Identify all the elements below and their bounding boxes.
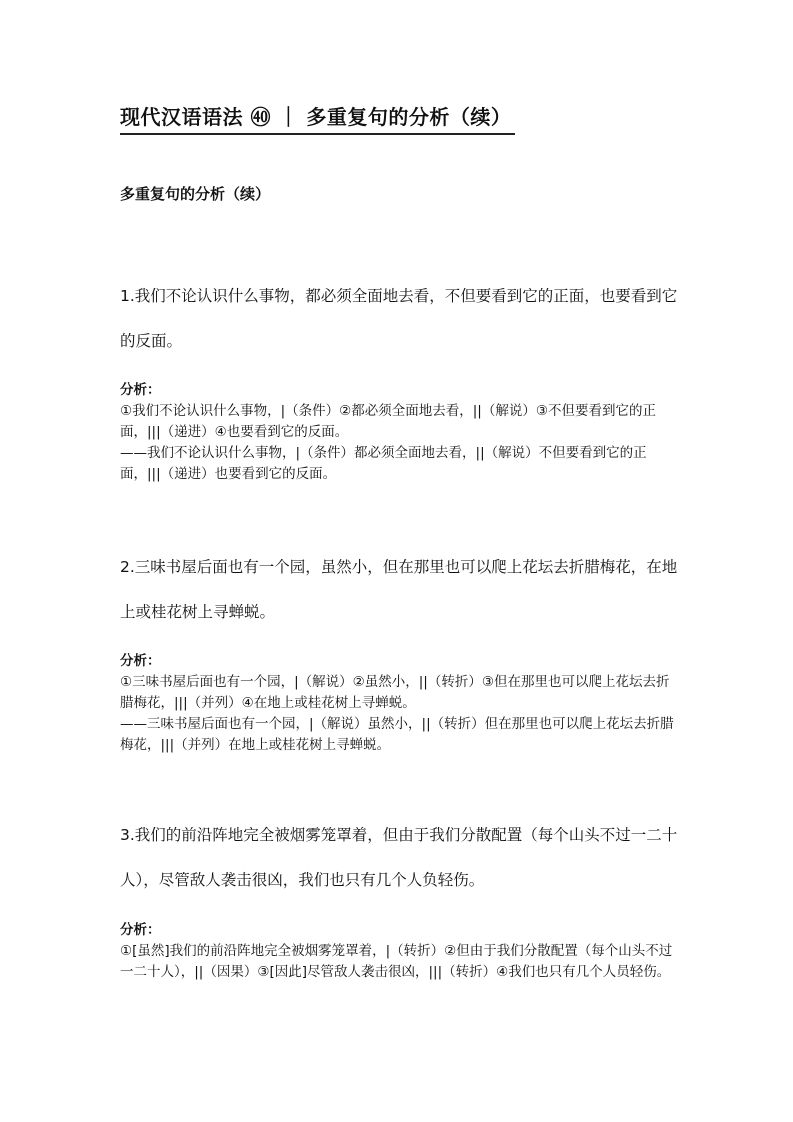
page-title: 现代汉语语法 ㊵ ｜ 多重复句的分析（续） — [120, 101, 515, 135]
analysis-label: 分析： — [120, 922, 161, 938]
analysis-steps: ①[虽然]我们的前沿阵地完全被烟雾笼罩着，|（转折）②但由于我们分散配置（每个山头不过一二十人），||（因果）③[因此]尽管敌人袭击很凶，|||（转折）④我们也只有几个人员轻伤。 — [120, 943, 673, 980]
analysis-block-2 — [120, 651, 680, 756]
question-2: 2.三味书屋后面也有一个园，虽然小，但在那里也可以爬上花坛去折腊梅花，在地上或桂花树上寻蝉蜕。 — [120, 558, 678, 621]
analysis-block-1 — [120, 380, 680, 485]
analysis-steps: ①三味书屋后面也有一个园，|（解说）②虽然小，||（转折）③但在那里也可以爬上花坛去折腊梅花，|||（并列）④在地上或桂花树上寻蝉蜕。 — [120, 674, 670, 711]
analysis-label: 分析： — [120, 382, 161, 398]
analysis-summary: ——我们不论认识什么事物，|（条件）都必须全面地去看，||（解说）不但要看到它的正面，|||（递进）也要看到它的反面。 — [120, 445, 647, 482]
analysis-steps: ①我们不论认识什么事物，|（条件）②都必须全面地去看，||（解说）③不但要看到它的正面，|||（递进）④也要看到它的反面。 — [120, 403, 656, 440]
question-1: 1.我们不论认识什么事物，都必须全面地去看，不但要看到它的正面，也要看到它的反面。 — [120, 287, 678, 350]
question-3: 3.我们的前沿阵地完全被烟雾笼罩着，但由于我们分散配置（每个山头不过一二十人），尽管敌人袭击很凶，我们也只有几个人负轻伤。 — [120, 826, 678, 889]
analysis-block-3 — [120, 920, 680, 983]
analysis-label: 分析： — [120, 653, 161, 669]
analysis-summary: ——三味书屋后面也有一个园，|（解说）虽然小，||（转折）但在那里也可以爬上花坛去折腊梅花，|||（并列）在地上或桂花树上寻蝉蜕。 — [120, 716, 674, 753]
section-subtitle: 多重复句的分析（续） — [120, 185, 271, 203]
